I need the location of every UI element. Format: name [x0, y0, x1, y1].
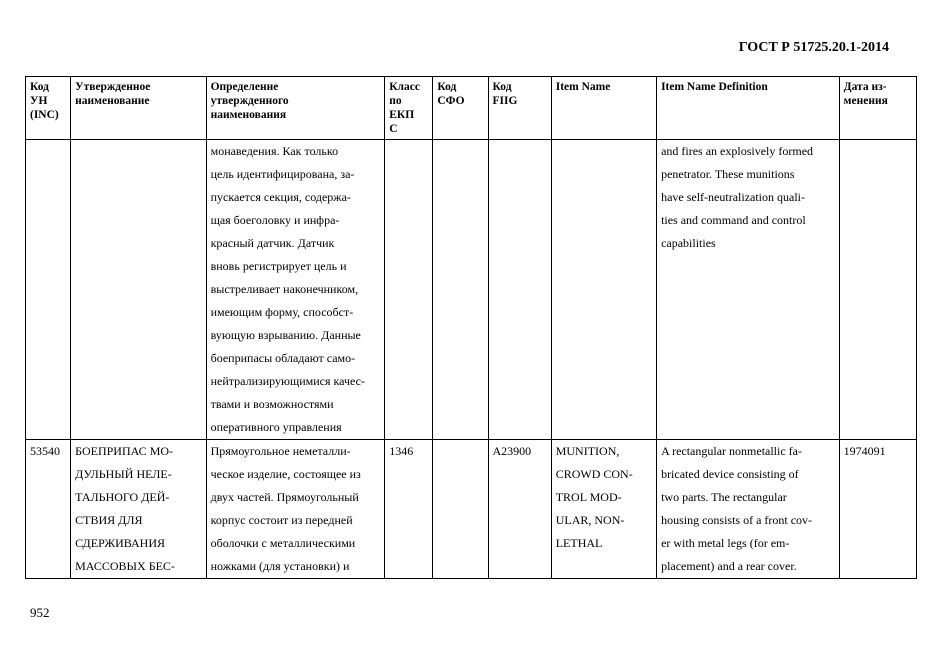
cell-line: A rectangular nonmetallic fa-	[661, 444, 802, 458]
cell-line: двух частей. Прямоугольный	[210, 490, 359, 504]
cell-line: СДЕРЖИВАНИЯ	[75, 536, 165, 550]
cell-line: СТВИЯ ДЛЯ	[75, 513, 143, 527]
cell-line: корпус состоит из передней	[210, 513, 353, 527]
header-line: Код	[437, 81, 457, 93]
cell-line: 53540	[30, 444, 60, 458]
cell-line: bricated device consisting of	[661, 467, 799, 481]
cell-line: ULAR, NON-	[555, 513, 625, 527]
cell-line: housing consists of a front cov-	[661, 513, 813, 527]
header-line: наименования	[210, 109, 287, 121]
header-line: утвержденного	[210, 95, 289, 107]
cell-line: er with metal legs (for em-	[661, 536, 790, 550]
cell-inc	[26, 440, 71, 579]
header-col-inc	[26, 77, 71, 140]
cell-line: have self-neutralization quali-	[661, 190, 805, 204]
cell-line: выстреливает наконечником,	[210, 282, 359, 296]
cell-line: TROL MOD-	[555, 490, 622, 504]
cell-line: two parts. The rectangular	[661, 490, 787, 504]
cell-fiig	[488, 140, 551, 440]
cell-line: MUNITION,	[555, 444, 620, 458]
header-line: по	[389, 95, 402, 107]
header-line: Item Name Definition	[661, 81, 768, 93]
header-line: Дата из-	[843, 81, 887, 93]
cell-line: МАССОВЫХ БЕС-	[75, 559, 175, 573]
header-line: СФО	[437, 95, 465, 107]
cell-sfo	[433, 440, 488, 579]
cell-line: Прямоугольное неметалли-	[210, 444, 351, 458]
header-line: Класс	[389, 81, 420, 93]
cell-line: capabilities	[661, 236, 716, 250]
document-header: ГОСТ Р 51725.20.1-2014	[738, 40, 889, 55]
page-number: 952	[30, 605, 50, 620]
cell-item-definition	[657, 140, 840, 440]
header-col-definition	[206, 77, 385, 140]
cell-line: CROWD CON-	[555, 467, 633, 481]
cell-line: пускается секция, содержа-	[210, 190, 351, 204]
cell-item-definition	[657, 440, 840, 579]
cell-line: placement) and a rear cover.	[661, 559, 797, 573]
cell-line: 1974091	[843, 444, 886, 458]
cell-line: цель идентифицирована, за-	[210, 167, 355, 181]
header-line: С	[389, 123, 398, 135]
header-line: FIIG	[492, 95, 518, 107]
cell-line: A23900	[492, 444, 532, 458]
table-row	[26, 440, 917, 579]
cell-line: LETHAL	[555, 536, 603, 550]
cell-line: and fires an explosively formed	[661, 144, 814, 158]
cell-line: оперативного управления	[210, 420, 342, 434]
cell-line: вновь регистрирует цель и	[210, 259, 347, 273]
cell-date	[839, 440, 916, 579]
cell-line: имеющим форму, способст-	[210, 305, 354, 319]
header-line: УН	[30, 95, 48, 107]
header-line: Определение	[210, 81, 279, 93]
cell-line: оболочки с металлическими	[210, 536, 356, 550]
cell-line: нейтрализирующимися качес-	[210, 374, 365, 388]
header-col-date	[839, 77, 916, 140]
classification-table	[25, 76, 917, 579]
cell-date	[839, 140, 916, 440]
cell-definition	[206, 440, 385, 579]
cell-line: ческое изделие, состоящее из	[210, 467, 361, 481]
cell-inc	[26, 140, 71, 440]
header-col-item-name	[551, 77, 656, 140]
cell-line: твами и возможностями	[210, 397, 334, 411]
header-line: Код	[30, 81, 50, 93]
cell-line: ДУЛЬНЫЙ НЕЛЕ-	[75, 467, 172, 481]
cell-class	[385, 140, 433, 440]
header-col-fiig	[488, 77, 551, 140]
table-body	[26, 140, 917, 579]
header-line: Код	[492, 81, 512, 93]
cell-line: penetrator. These munitions	[661, 167, 795, 181]
cell-class	[385, 440, 433, 579]
cell-line: БОЕПРИПАС МО-	[75, 444, 174, 458]
cell-line: щая боеголовку и инфра-	[210, 213, 340, 227]
header-col-sfo	[433, 77, 488, 140]
header-line: менения	[843, 95, 888, 107]
cell-line: вующую взрыванию. Данные	[210, 328, 361, 342]
table-row	[26, 140, 917, 440]
header-line: Утвержденное	[75, 81, 151, 93]
cell-line: ties and command and control	[661, 213, 806, 227]
header-col-class	[385, 77, 433, 140]
header-line: Item Name	[555, 81, 611, 93]
cell-definition	[206, 140, 385, 440]
header-col-approved-name	[71, 77, 206, 140]
header-col-item-definition	[657, 77, 840, 140]
cell-approved-name	[71, 440, 206, 579]
table-header-row	[26, 77, 917, 140]
cell-sfo	[433, 140, 488, 440]
cell-line: красный датчик. Датчик	[210, 236, 335, 250]
header-line: ЕКП	[389, 109, 415, 121]
header-line: наименование	[75, 95, 150, 107]
cell-line: ножками (для установки) и	[210, 559, 350, 573]
cell-approved-name	[71, 140, 206, 440]
cell-line: 1346	[389, 444, 414, 458]
cell-line: ТАЛЬНОГО ДЕЙ-	[75, 490, 170, 504]
cell-item-name	[551, 140, 656, 440]
cell-fiig	[488, 440, 551, 579]
cell-line: монаведения. Как только	[210, 144, 339, 158]
cell-item-name	[551, 440, 656, 579]
header-line: (INC)	[30, 109, 59, 121]
cell-line: боеприпасы обладают само-	[210, 351, 356, 365]
